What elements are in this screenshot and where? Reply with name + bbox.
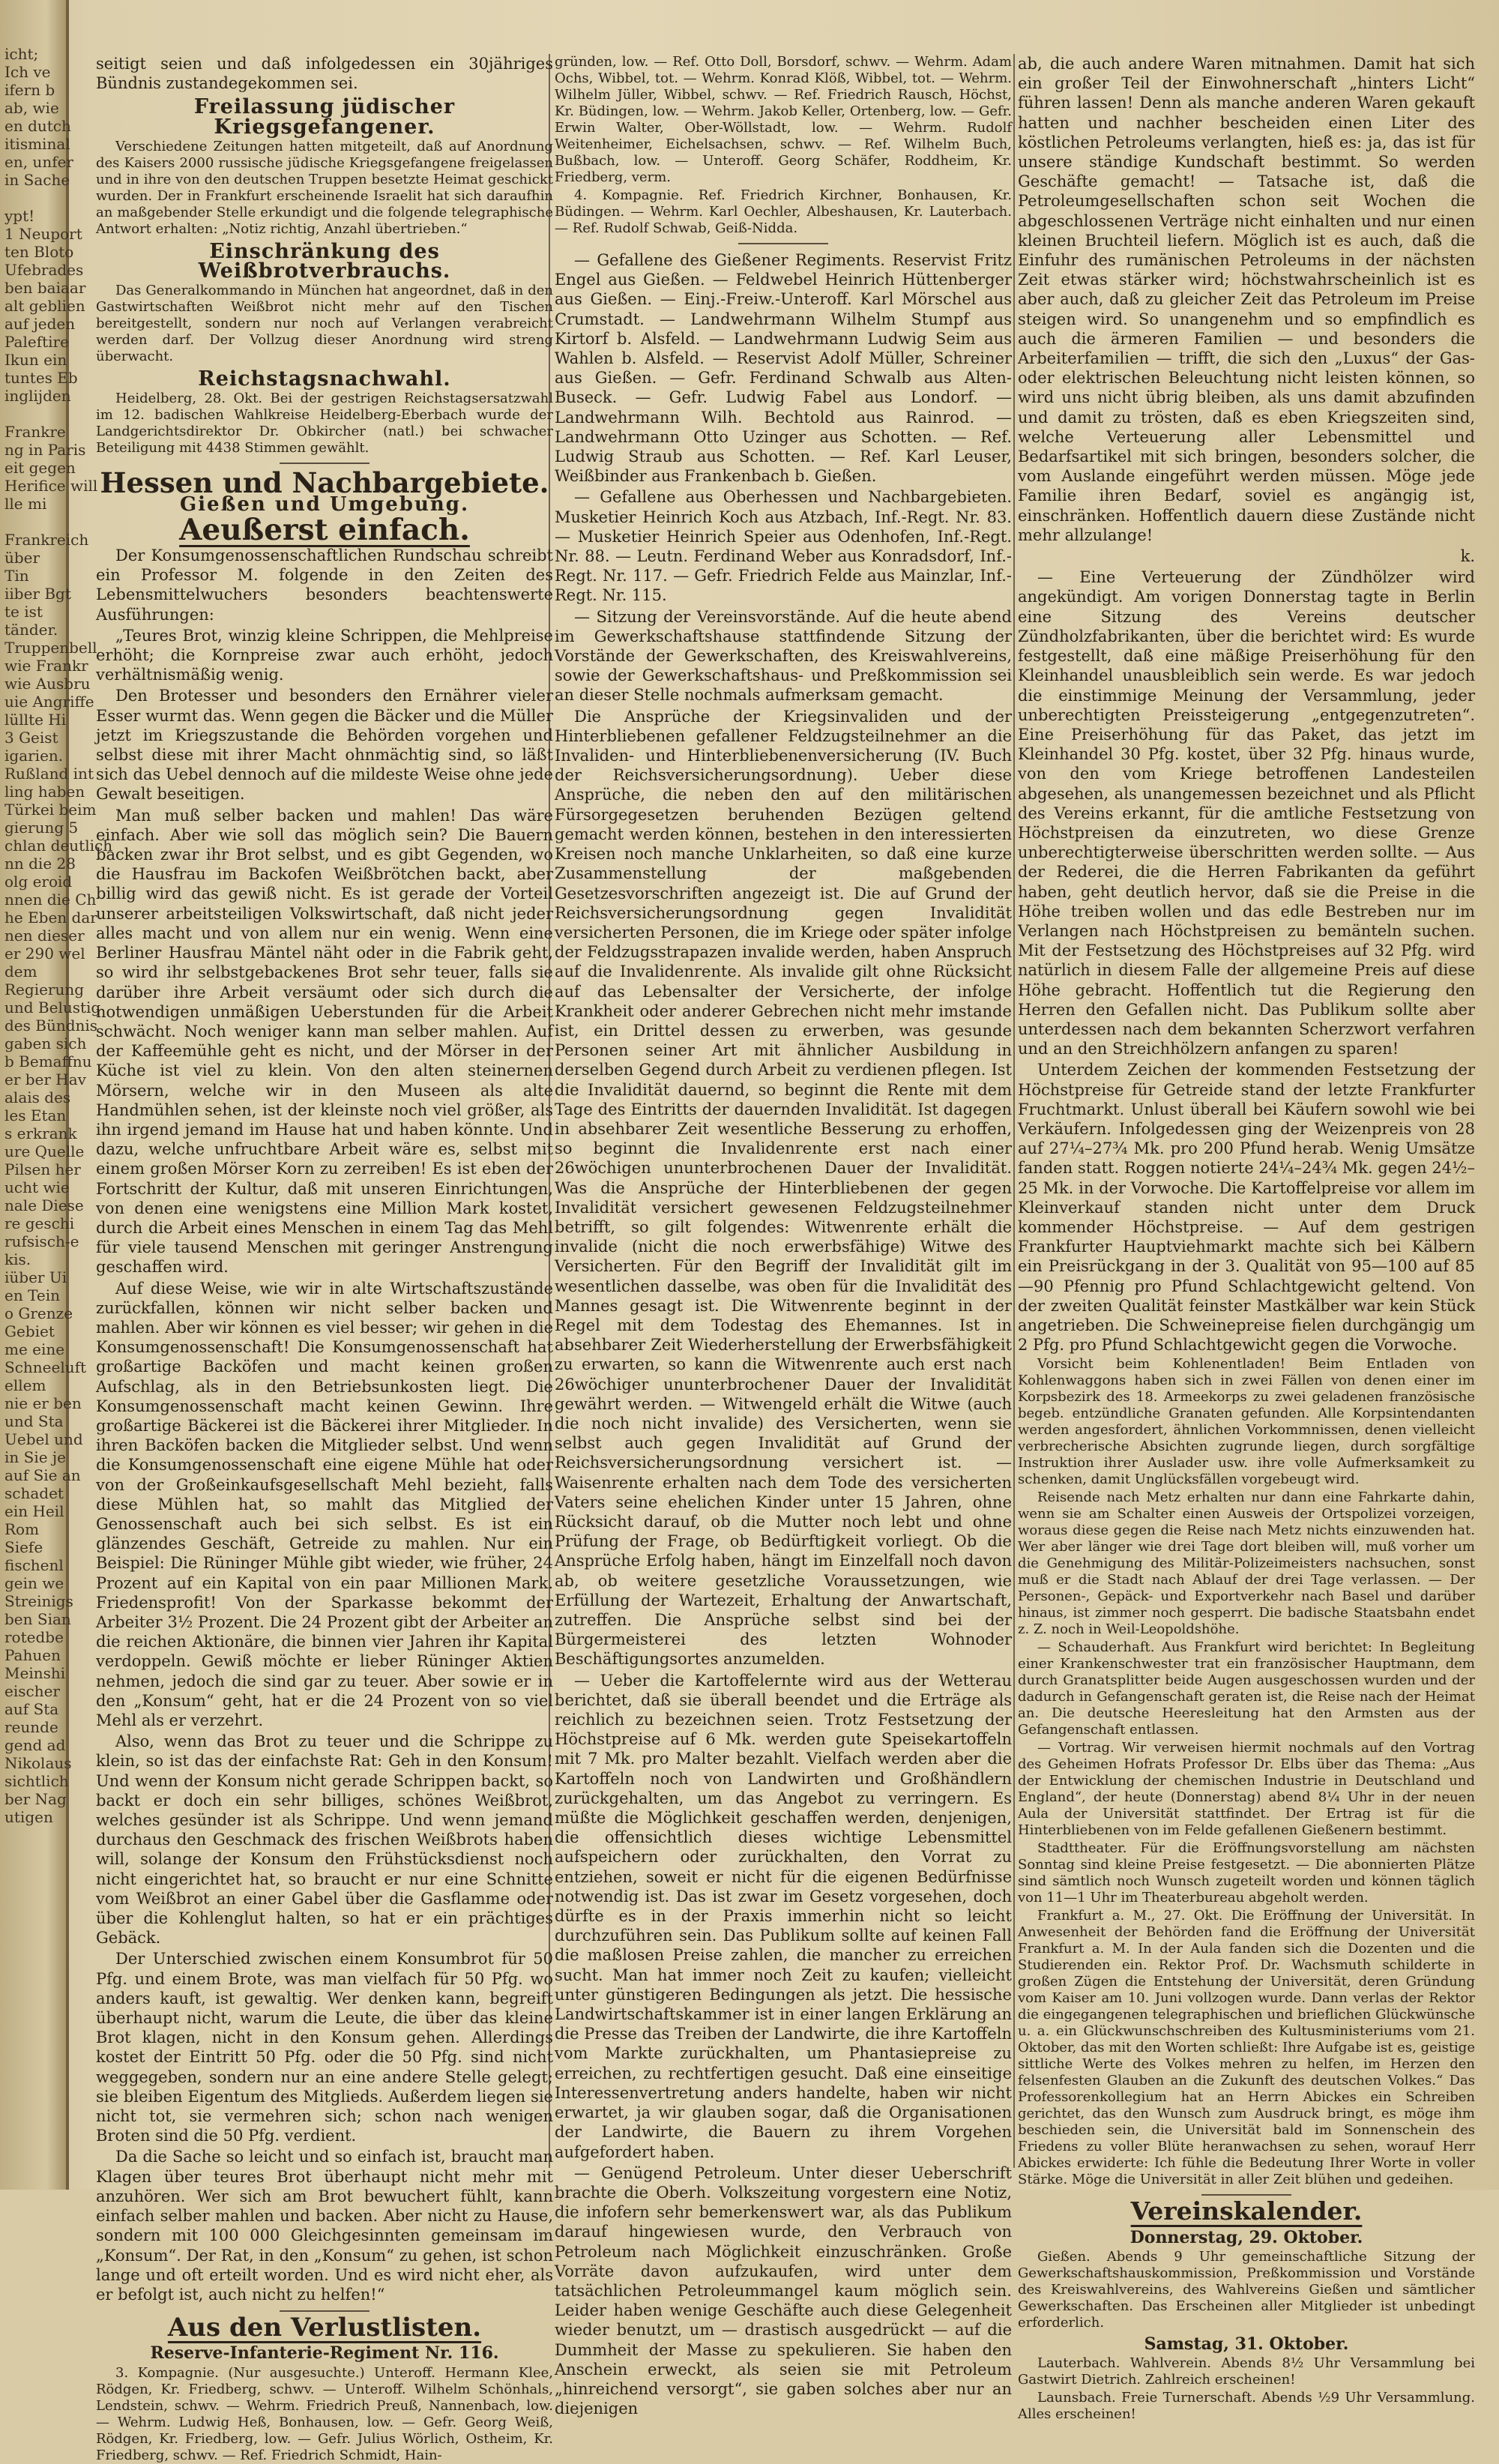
fold-line: chlan deutlich — [4, 837, 113, 855]
fold-line: dem — [4, 963, 37, 981]
fold-line: Schneeluft — [4, 1358, 87, 1376]
article-text: Das Generalkommando in München hat angeordnet, daß in den Gastwirtschaften Weißbrot nicht mehr auf den Tischen bereitgestellt, sondern nur noch auf Verlangen verabreicht werden darf. Der Vollzug dieser Anordnung wird streng überwacht. — [96, 283, 553, 365]
section-heading-hessen: Hessen und Nachbargebiete. — [100, 466, 549, 500]
fold-line: en Tein — [4, 1286, 60, 1304]
fold-line: Paleftire — [4, 333, 69, 351]
fold-line: sichtlich — [4, 1772, 69, 1790]
article-text: — Gefallene des Gießener Regiments. Reservist Fritz Engel aus Gießen. — Feldwebel Heinrich Hüttenberger aus Gießen. — Einj.-Freiw.-Unteroff. Karl Mörschel aus Crumstadt. — Landwehrmann Wilhelm Stumpf aus Kirtorf b. Alsfeld. — Landwehrmann Ludwig Seim aus Wahlen b. Alsfeld. — Reservist Adolf Müller, Schreiner aus Gießen. — Gefr. Ferdinand Schwalb aus Alten-Buseck. — Gefr. Ludwig Fabel aus Londorf. — Landwehrmann Wilh. Bechtold aus Rainrod. — Landwehrmann Otto Uzinger aus Schotten. — Ref. Ludwig Straub aus Schotten. — Ref. Karl Leuser, Weißbinder aus Frankenbach b. Gießen. — [555, 251, 1012, 486]
article-text: — Ueber die Kartoffelernte wird aus der Wetterau berichtet, daß sie überall beendet und die Erträge als reichlich zu bezeichnen seien. Trotz Festsetzung der Höchstpreise auf 6 Mk. werden gute Speisekartoffeln mit 7 Mk. pro Malter bezahlt. Vielfach werden aber die Kartoffeln noch von Landwirten und Großhändlern zurückgehalten, um das Angebot zu verringern. Es müßte die Möglichkeit geschaffen werden, denjenigen, die offensichtlich dieses wichtige Lebensmittel aufspeichern oder zurückhalten, den Vorrat zu entziehen, soweit er nicht für die eigenen Bedürfnisse notwendig ist. Das ist zwar im Gesetz vorgesehen, doch dürfte es in der Praxis immerhin nicht so leicht durchzuführen sein. Das Publikum sollte auf keinen Fall die maßlosen Preise zahlen, die mancher zu erreichen sucht. Man hat immer noch Zeit zu kaufen; vielleicht unter günstigeren Bedingungen als jetzt. Die hessische Landwirtschaftskammer ist in einer langen Erklärung an die Presse das Treiben der Landwirte, die ihre Kartoffeln vom Markte zurückhalten, um Phantasiepreise zu erreichen, zu rechtfertigen gesucht. Daß eine einseitige Interessenvertretung anders handelte, haben wir nicht erwartet, ja wir glauben sogar, daß die Organisationen der Landwirte, die Bauern zu ihrem Vorgehen aufgefordert haben. — [555, 1671, 1012, 2161]
signature: k. — [1460, 547, 1475, 566]
fold-line: Siefe — [4, 1538, 43, 1556]
fold-line: alais des — [4, 1088, 71, 1106]
article-text: Gießen. Abends 9 Uhr gemeinschaftliche Sitzung der Gewerkschaftshauskommission, Preßkommission und Vorstände des Kreiswahlvereins, des Wahlvereins Gießen und sämtlicher Gewerkschaften. Das Erscheinen aller Mitglieder ist unbedingt erforderlich. — [1018, 2248, 1475, 2331]
fold-line: Ikun ein — [4, 351, 67, 369]
fold-line: ab, wie — [4, 99, 59, 117]
article-text: Lauterbach. Wahlverein. Abends 8½ Uhr Versammlung bei Gastwirt Dietrich. Zahlreich erscheinen! — [1018, 2355, 1475, 2388]
adjacent-page-fragment — [0, 0, 113, 2190]
article-text: „Teures Brot, winzig kleine Schrippen, die Mehlpreise erhöht; die Kornpreise zwar auch erhöht, jedoch verhältnismäßig wenig. — [96, 626, 553, 684]
fold-line: alt geblien — [4, 297, 85, 315]
fold-line: in Sache — [4, 171, 70, 189]
fold-line: ellem — [4, 1376, 46, 1394]
fold-line: tänder. — [4, 621, 58, 639]
subheading-reserve: Reserve-Infanterie-Regiment Nr. 116. — [150, 2343, 499, 2364]
column-3 — [1018, 54, 1475, 2423]
fold-line: Truppenbell — [4, 639, 97, 657]
article-text: 3. Kompagnie. (Nur ausgesuchte.) Unteroff. Hermann Klee, Rödgen, Kr. Friedberg, schwv. — Unteroff. Wilhelm Schönhals, Lendstein, schwv. — Wehrm. Friedrich Preuß, Nannenbach, low. — Wehrm. Ludwig Heß, Bonhausen, low. — Gefr. Georg Weiß, Rödgen, Kr. Friedberg, low. — Gefr. Julius Wörlich, Ostheim, Kr. Friedberg, schwv. — Ref. Friedrich Schmidt, Hain- — [96, 2364, 553, 2463]
fold-line: reunde — [4, 1718, 58, 1736]
fold-line: gaben sich — [4, 1034, 87, 1052]
fold-line: ben baiaar — [4, 279, 86, 297]
fold-line: igarien. — [4, 747, 64, 765]
fold-line: Herifice will — [4, 477, 98, 495]
article-text: — Schauderhaft. Aus Frankfurt wird berichtet: In Begleitung einer Krankenschwester trat ein französischer Hauptmann, dem durch Granatsplitter beide Augen ausgeschossen wurden und der dadurch in Gefangenschaft geraten ist, die Reise nach der Heimat an. Die deutsche Heeresleitung hat den Armsten aus der Gefangenschaft entlassen. — [1018, 1639, 1475, 1738]
fold-line: und Belustig — [4, 998, 101, 1016]
fold-line: wie Frankr — [4, 657, 88, 675]
column-2 — [555, 54, 1012, 2418]
column-rule — [1013, 54, 1015, 2168]
fold-line: o Grenze — [4, 1304, 73, 1322]
fold-line: te ist — [4, 603, 43, 621]
fold-line: Pilsen her — [4, 1160, 81, 1178]
article-text: Den Brotesser und besonders den Ernährer vieler Esser wurmt das. Wenn gegen die Bäcker und die Müller jetzt im Kriegszustande die Behörden vorgehen und selbst diese mit ihrer Macht ohnmächtig sind, so läßt sich das Uebel dennoch auf die mildeste Weise ohne jede Gewalt beseitigen. — [96, 687, 553, 804]
article-text: Unterdem Zeichen der kommenden Festsetzung der Höchstpreise für Getreide stand der letzte Frankfurter Fruchtmarkt. Unlust überall bei Käufern sowohl wie bei Verkäufern. Infolgedessen ging der Weizenpreis von 28 auf 27¼–27¾ Mk. pro 200 Pfund herab. Wenig Umsätze fanden statt. Roggen notierte 24¼–24¾ Mk. gegen 24½–25 Mk. in der Vorwoche. Die Kartoffelpreise vor allem im Kleinverkauf standen nicht unter dem Druck kommender Höchstpreise. — Auf dem gestrigen Frankfurter Hauptviehmarkt machte sich bei Kälbern ein Preisrückgang in der 3. Qualität von 95—100 auf 85—90 Pfennig pro Pfund Schlachtgewicht geltend. Von der zweiten Qualität feinster Mastkälber war kein Stück angetrieben. Die Schweinepreise fielen durchgängig um 2 Pfg. pro Pfund Schlachtgewicht gegen die Vorwoche. — [1018, 1061, 1475, 1355]
fold-line: Rom — [4, 1520, 40, 1538]
fold-line: er 290 wel — [4, 945, 85, 963]
headline-nachwahl: Reichstagsnachwahl. — [198, 367, 451, 391]
divider — [738, 243, 828, 244]
fold-line: Nikolaus — [4, 1754, 72, 1772]
fold-line: gend ad — [4, 1736, 66, 1754]
fold-line: Ufebrades — [4, 261, 84, 279]
fold-line — [4, 405, 63, 423]
fold-line — [4, 189, 63, 207]
fold-line: iiber Bgt — [4, 585, 71, 603]
fold-line: fischenl — [4, 1556, 64, 1574]
fold-line: lle mi — [4, 495, 47, 513]
fold-line: ling haben — [4, 783, 85, 801]
fold-line: gierung 5 — [4, 819, 79, 837]
fold-line: 3 Geist — [4, 729, 58, 747]
article-text: Da die Sache so leicht und so einfach ist, braucht man Klagen über teures Brot überhaupt nicht mehr mit anzuhören. Wer sich am Brot bewuchert fühlt, kann einfach selber mahlen und backen. Aber nicht zu Hause, sondern mit 100 000 Gleichgesinnten gemeinsam im „Konsum“. Der Rat, in den „Konsum“ zu gehen, ist schon lange und oft erteilt worden. Und es wird nicht eher, als er befolgt ist, auch nicht zu helfen!“ — [96, 2148, 553, 2304]
fold-line: eischer — [4, 1682, 60, 1700]
headline-vereinskalender: Vereinskalender. — [1130, 2196, 1363, 2226]
fold-line: utigen — [4, 1808, 53, 1826]
fold-line: Uebel und — [4, 1430, 83, 1448]
fold-line: olg eroid — [4, 873, 73, 891]
article-text: Verschiedene Zeitungen hatten mitgeteilt, daß auf Anordnung des Kaisers 2000 russische jüdische Kriegsgefangene freigelassen und in ihre von den deutschen Truppen besetzte Heimat geschickt wurden. Der in Frankfurt erscheinende Israelit hat sich daraufhin an maßgebender Stelle erkundigt und die folgende telegraphische Antwort erhalten: „Notiz richtig, Anzahl übertrieben.“ — [96, 138, 553, 237]
fold-line: auf jeden — [4, 315, 76, 333]
fold-line: über — [4, 549, 40, 567]
article-text: Auf diese Weise, wie wir in alte Wirtschaftszustände zurückfallen, können wir nicht selber backen und mahlen. Aber wir können es viel besser; wir gehen in die Konsumgenossenschaft! Die Konsumgenossenschaft hat großartige Backöfen und macht keinen großen Aufschlag, als in den Betriebsunkosten liegt. Die Konsumgenossenschaft macht keinen Gewinn. Ihre großartige Bäckerei ist die Bäckerei ihrer Mitglieder. In ihren Backöfen backen die Mitglieder selbst. Und wenn die Konsumgenossenschaft eine eigene Mühle hat oder von der Großeinkaufsgesellschaft Mehl bezieht, falls diese Mühlen hat, so mahlt das Mitglied der Genossenschaft auch bei sich selbst. Es ist ein glänzendes Geschäft, Getreide zu mahlen. Nur ein Beispiel: Die Rüninger Mühle gibt wieder, wie früher, 24 Prozent auf ein Kapital von ein paar Millionen Mark. Friedensprofit! Von der Sparkasse bekommt der Arbeiter 3½ Prozent. Die 24 Prozent gibt der Arbeiter an die reichen Aktionäre, die binnen vier Jahren ihr Kapital verdoppeln. Gewiß möchte er lieber Rüninger Aktien nehmen, jedoch die sind gar zu teuer. Aber sowie er in den „Konsum“ geht, hat er die 24 Prozent von so viel Mehl als er verzehrt. — [96, 1279, 553, 1730]
fold-line: gein we — [4, 1574, 64, 1592]
fold-line: iüber Ui — [4, 1268, 67, 1286]
fold-line: Pahuen — [4, 1646, 61, 1664]
fold-line: ben Sian — [4, 1610, 71, 1628]
fold-line: schadet — [4, 1484, 64, 1502]
article-text: Man muß selber backen und mahlen! Das wäre einfach. Aber wie soll das möglich sein? Die Bauern backen zwar ihr Brot selbst, und es gibt Gegenden, wo die Hausfrau im Backofen Weißbrötchen backt, aber billig wird das gewiß nicht. Es ist gerade der Vorteil unserer arbeitsteiligen Volkswirtschaft, daß nicht jeder alles macht und von allem nur ein wenig. Wenn eine Berliner Hausfrau Mäntel näht oder in die Fabrik geht, so wird ihr selbstgebackenes Brot sehr teuer, falls sie darüber ihre Arbeit versäumt oder sich durch die notwendigen unmäßigen Ueberstunden für die Arbeit schwächt. Noch weniger kann man selber mahlen. Auf der Kaffeemühle geht es nicht, und der Mörser in der Küche ist viel zu klein. Von den alten steinernen Mörsern, welche wir in den Museen als alte Handmühlen sehen, ist der kleinste noch viel größer, als ihn irgend jemand im Hause hat und haben könnte. Und dazu, welche unfruchtbare Arbeit wäre es, selbst mit einem großen Mörser Korn zu zerreiben! Es ist eben der Fortschritt der Kultur, daß mit unseren Einrichtungen, von denen eine wenigstens eine Million Mark kostet, durch die Arbeit eines Menschen in einem Tag das Mehl für viele tausend Menschen mit geringer Anstrengung geschaffen wird. — [96, 806, 553, 1277]
fold-line: ng in Paris — [4, 441, 86, 459]
fold-line: rotedbe — [4, 1628, 64, 1646]
fold-line: kis. — [4, 1250, 31, 1268]
fold-line: lüllte Hi — [4, 711, 67, 729]
fold-line: b Bemaffnu — [4, 1052, 92, 1070]
fold-line: s erkrank — [4, 1124, 77, 1142]
article-text: gründen, low. — Ref. Otto Doll, Borsdorf, schwv. — Wehrm. Adam Ochs, Wibbel, tot. — Wehrm. Konrad Klöß, Wibbel, tot. — Wehrm. Wilhelm Jüller, Wibbel, schwv. — Ref. Friedrich Rausch, Höchst, Kr. Büdingen, low. — Wehrm. Jakob Keller, Ortenberg, low. — Gefr. Erwin Walter, Ober-Wöllstadt, low. — Wehrm. Rudolf Weitenheimer, Eichelsachsen, schwv. — Ref. Wilhelm Buch, Bußbach, low. — Unteroff. Georg Schäfer, Roddheim, Kr. Friedberg, verm. — [555, 54, 1012, 185]
headline-freilassung: Freilassung jüdischer Kriegsgefangener. — [193, 95, 456, 139]
fold-line: ein Heil — [4, 1502, 64, 1520]
fold-line: re geschi — [4, 1214, 75, 1232]
fold-line: en, unfer — [4, 153, 73, 171]
fold-line: en dutch — [4, 117, 71, 135]
article-text: Heidelberg, 28. Okt. Bei der gestrigen Reichstagsersatzwahl im 12. badischen Wahlkreise Heidelberg-Eberbach wurde der Landgerichtsdirektor Dr. Obkircher (natl.) bei schwacher Beteiligung mit 4438 Stimmen gewählt. — [96, 391, 553, 457]
article-text: Frankfurt a. M., 27. Okt. Die Eröffnung der Universität. In Anwesenheit der Behörden fand die Eröffnung der Universität Frankfurt a. M. In der Aula fanden sich die Dozenten und die Studierenden ein. Rektor Prof. Dr. Wachsmuth schilderte in großen Zügen die Entstehung der Universität, deren Gründung vom Kaiser am 10. Juni vollzogen wurde. Dann verlas der Rektor die eingegangenen telegraphischen und brieflichen Glückwünsche u. a. ein Glückwunschschreiben des Kultusministeriums vom 21. Oktober, das mit den Worten schließt: Ihre Aufgabe ist es, geistige sittliche Werte des Volkes mehren zu helfen, im Herzen den felsenfesten Glauben an die Zukunft des deutschen Volkes.“ Das Professorenkollegium hat an Herrn Abickes ein Schreiben gerichtet, das den Wunsch zum Ausdruck bringt, es möge ihm beschieden sein, die Universität bald im Sonnenschein des Friedens zu voller Blüte heranwachsen zu sehen, worauf Herr Abickes erwiderte: Ich fühle die Bedeutung Ihrer Worte in voller Stärke. Möge die Universität in aller Zeit blühen und gedeihen. — [1018, 1908, 1475, 2188]
fold-line: 1 Neuport — [4, 225, 82, 243]
fold-line: itisminal — [4, 135, 70, 153]
article-text: Der Unterschied zwischen einem Konsumbrot für 50 Pfg. und einem Brote, was man vielfach für 50 Pfg. wo anders kauft, ist gewaltig. Wer denken kann, begreift überhaupt nicht, warum die Leute, die über das kleine Brot klagen, nicht in den Konsum gehen. Allerdings kostet der Eintritt 50 Pfg. oder die 50 Pfg. sind nicht weggegeben, sondern nur an eine andere Stelle gelegt; sie bleiben Eigentum des Mitglieds. Außerdem liegen sie nicht tot, sie vermehren sich; schon nach wenigen Broten sind die 50 Pfg. verdient. — [96, 1950, 553, 2145]
fold-line: und Sta — [4, 1412, 64, 1430]
fold-line: nen dieser — [4, 927, 85, 945]
article-text: Launsbach. Freie Turnerschaft. Abends ½9 Uhr Versammlung. Alles erscheinen! — [1018, 2390, 1475, 2423]
article-text: 4. Kompagnie. Ref. Friedrich Kirchner, Bonhausen, Kr. Büdingen. — Wehrm. Karl Oechler, Albeshausen, Kr. Lauterbach. — Ref. Rudolf Schwab, Geiß-Nidda. — [555, 187, 1012, 236]
fold-line: Frankre — [4, 423, 66, 441]
divider — [1201, 2194, 1291, 2196]
fold-line: ber Nag — [4, 1790, 67, 1808]
fold-line: rufsisch-e — [4, 1232, 79, 1250]
fold-line: Tin — [4, 567, 29, 585]
fold-line: in Sie je — [4, 1448, 66, 1466]
fold-line: ifern b — [4, 81, 55, 99]
fold-line: he Eben dar — [4, 909, 97, 927]
divider — [280, 2310, 370, 2312]
fold-line: Regierung — [4, 981, 85, 998]
section-subheading-giessen: Gießen und Umgebung. — [179, 493, 470, 516]
fold-line: des Bündnis — [4, 1016, 98, 1034]
article-text: — Vortrag. Wir verweisen hiermit nochmals auf den Vortrag des Geheimen Hofrats Professor Dr. Elbs über das Thema: „Aus der Entwicklung der chemischen Industrie in Deutschland und England“, der heute (Donnerstag) abend 8¼ Uhr in der neuen Aula der Universität stattfindet. Der Ertrag ist für die Hinterbliebenen von im Felde gefallenen Gießenern bestimmt. — [1018, 1740, 1475, 1839]
fold-line: auf Sie an — [4, 1466, 81, 1484]
fold-line: tuntes Eb — [4, 369, 78, 387]
fold-line: les Etan — [4, 1106, 67, 1124]
fold-line: Ich ve — [4, 63, 51, 81]
fold-line: me eine — [4, 1340, 65, 1358]
fold-line: ten Bloto — [4, 243, 74, 261]
fold-line: ure Quelle — [4, 1142, 85, 1160]
fold-line: ucht wie — [4, 1178, 70, 1196]
fold-line: wie Ausbru — [4, 675, 91, 693]
article-text: — Gefallene aus Oberhessen und Nachbargebieten. Musketier Heinrich Koch aus Atzbach, Inf.-Regt. Nr. 83. — Musketier Heinrich Speier aus Odenhofen, Inf.-Regt. Nr. 88. — Leutn. Ferdinand Weber aus Konradsdorf, Inf.-Regt. Nr. 117. — Gefr. Friedrich Felde aus Mainzlar, Inf.-Regt. Nr. 115. — [555, 488, 1012, 605]
fold-line: Streinigs — [4, 1592, 73, 1610]
fold-line: Gebiet — [4, 1322, 55, 1340]
fold-line: ypt! — [4, 207, 35, 225]
article-text: Die Ansprüche der Kriegsinvaliden und der Hinterbliebenen gefallener Feldzugsteilnehmer an die Invaliden- und Hinterbliebenenversicherung (IV. Buch der Reichsversicherungsordnung). Ueber diese Ansprüche, die neben den auf den militärischen Fürsorgegesetzen beruhenden Bezügen geltend gemacht werden können, bestehen in den interessierten Kreisen noch manche Unklarheiten, so daß eine kurze Zusammenstellung der maßgebenden Gesetzesvorschriften angezeigt ist. Die auf Grund der Reichsversicherungsordnung gegen Invalidität versicherten Personen, die im Kriege oder später infolge der Feldzugsstrapazen invalide werden, haben Anspruch auf die Invalidenrente. Als invalide gilt ohne Rücksicht auf das Lebensalter der Versicherte, der infolge Krankheit oder anderer Gebrechen nicht mehr imstande ist, ein Drittel dessen zu erwerben, was gesunde Personen seiner Art mit ähnlicher Ausbildung in derselben Gegend durch Arbeit zu verdienen pflegen. Ist die Invalidität dauernd, so beginnt die Rente mit dem Tage des Eintritts der dauernden Invalidität. Ist dagegen in absehbarer Zeit wesentliche Besserung zu erhoffen, so beginnt die Invalidenrente erst nach einer 26wöchigen ununterbrochenen Dauer der Invalidität. Was die Ansprüche der Hinterbliebenen der gegen Invalidität versichert gewesenen Feldzugsteilnehmer betrifft, so gilt folgendes: Witwenrente erhält die invalide (nicht die noch erwerbsfähige) Witwe des Versicherten. Für den Begriff der Invalidität gilt im wesentlichen dasselbe, was oben für die Invalidität des Mannes gesagt ist. Die Witwenrente beginnt in der Regel mit dem Todestag des Ehemannes. Ist in absehbarer Zeit Wiederherstellung der Erwerbsfähigkeit zu erwarten, so kann die Witwenrente auch erst nach 26wöchiger ununterbrochener Dauer der Invalidität gewährt werden. — Witwengeld erhält die Witwe (auch die noch nicht invalide) des Versicherten, wenn sie selbst auch gegen Invalidität auf Grund der Reichsversicherungsordnung versichert ist. — Waisenrente erhalten nach dem Tode des versicherten Vaters seine ehelichen Kinder unter 15 Jahren, ohne Rücksicht darauf, ob die Mutter noch lebt und ohne Prüfung der Frage, ob Bedürftigkeit vorliegt. Ob die Ansprüche Erfolg haben, hängt im Einzelfall noch davon ab, ob weitere gesetzliche Voraussetzungen, wie Erfüllung der Wartezeit, Erhaltung der Anwartschaft, zutreffen. Die Ansprüche selbst sind bei der Bürgermeisterei des letzten Wohnoder Beschäftigungsortes anzumelden. — [555, 707, 1012, 1669]
fold-line: nn die 28 — [4, 855, 76, 873]
fold-line: nie er ben — [4, 1394, 82, 1412]
fold-line: icht; — [4, 45, 39, 63]
headline-weissbrot: Einschränkung des Weißbrotverbrauchs. — [198, 239, 451, 283]
headline-aeusserst-einfach: Aeußerst einfach. — [179, 512, 470, 547]
date-heading: Samstag, 31. Oktober. — [1144, 2334, 1349, 2354]
divider — [280, 463, 370, 464]
date-heading: Donnerstag, 29. Oktober. — [1129, 2227, 1363, 2247]
article-text: — Sitzung der Vereinsvorstände. Auf die heute abend im Gewerkschaftshause stattfindende Sitzung der Vorstände der Gewerkschaften, des Kreiswahlvereins, sowie der Gewerkschaftshaus- und Preßkommission sei an dieser Stelle nochmals aufmerksam gemacht. — [555, 607, 1012, 705]
headline-verlustlisten: Aus den Verlustlisten. — [167, 2313, 482, 2343]
column-1 — [96, 54, 553, 2463]
fold-line: Meinshi — [4, 1664, 66, 1682]
article-text: ab, die auch andere Waren mitnahmen. Damit hat sich ein großer Teil der Einwohnerschaft „hinters Licht“ führen lassen! Denn als manche anderen Waren gekauft hatten und nachher bescheiden einen Liter des köstlichen Petroleums verlangten, hieß es: ja, das ist für unsere ständige Kundschaft bestimmt. So werden Geschäfte gemacht! — Tatsache ist, daß die Petroleumgesellschaften schon seit Wochen die abgeschlossenen Verträge nicht einhalten und nur einen kleinen Bruchteil liefern. Möglich ist es auch, daß die Einfuhr des rumänischen Petroleums in der nächsten Zeit etwas stärker wird; höchstwahrscheinlich ist es aber auch, daß zu gleicher Zeit das Petroleum im Preise steigen wird. So unangenehm und so empfindlich es auch die ärmeren Familien — und besonders die Arbeiterfamilien — trifft, die sich den „Luxus“ der Gas- oder elektrischen Beleuchtung nicht leisten können, so wird uns nicht übrig bleiben, als uns damit abzufinden und damit zu trösten, daß es eben Kriegszeiten sind, welche Verteuerung aller Lebensmittel und Bedarfsartikel mit sich bringen, besonders solcher, die vom Auslande eingeführt werden müssen. Möge jede Familie ihren Bedarf, soviel es angängig ist, einschränken. Hoffentlich dauern diese Zustände nicht mehr allzulange! — [1018, 55, 1475, 544]
article-text: Der Konsumgenossenschaftlichen Rundschau schreibt ein Professor M. folgende in den Zeiten des Lebensmittelwuchers besonders beachtenswerte Ausführungen: — [96, 546, 553, 624]
article-text: — Genügend Petroleum. Unter dieser Ueberschrift brachte die Oberh. Volkszeitung vorgestern eine Notiz, die infofern sehr bemerkenswert war, als das Publikum darauf hingewiesen wurde, den Verbrauch von Petroleum nach Möglichkeit einzuschränken. Große Vorräte davon aufzukaufen, wird unter dem tatsächlichen Petroleummangel kaum möglich sein. Leider haben wenige Geschäfte auch diese Gelegenheit wieder benutzt, um — drastisch ausgedrückt — auf die Dummheit der Masse zu spekulieren. Sie haben den Anschein erweckt, als seien sie mit Petroleum „hinreichend versorgt“, sie gaben solches aber nur an diejenigen — [555, 2163, 1012, 2418]
fold-line: inglijden — [4, 387, 71, 405]
fold-line: Türkei beim — [4, 801, 97, 819]
article-text: Also, wenn das Brot zu teuer und die Schrippe zu klein, so ist das der einfachste Rat: Geh in den Konsum! Und wenn der Konsum nicht gerade Schrippen backt, so backt er doch ein sehr billiges, schönes Weißbrot, welches gesünder ist als Schrippe. Und wenn jemand durchaus den Geschmack des frischen Weißbrots haben will, solange der Konsum den Frühstücksdienst noch nicht eingerichtet hat, so braucht er nur eine Schnitte vom Weißbrot an einer Gabel über die Gasflamme oder über die Kohlenglut halten, so hat er ein prächtiges Gebäck. — [96, 1732, 553, 1948]
fold-line: er ber Hav — [4, 1070, 86, 1088]
fold-line: Rußland int — [4, 765, 94, 783]
fold-line: uie Angriffe — [4, 693, 94, 711]
article-text: — Eine Verteuerung der Zündhölzer wird angekündigt. Am vorigen Donnerstag tagte in Berlin eine Sitzung des Vereins deutscher Zündholzfabrikanten, über die berichtet wird: Es wurde festgestellt, daß eine mäßige Preiserhöhung für den Kleinhandel unausbleiblich sein werde. Es war jedoch die einstimmige Meinung der Versammlung, jeder unberechtigten Preissteigerung „entgegenzutreten“. Eine Preiserhöhung für das Paket, das jetzt im Kleinhandel 30 Pfg. kostet, über 32 Pfg. hinaus wurde, von den vom Kriege betroffenen Landesteilen abgesehen, als unangemessen bezeichnet und als Pflicht des Vereins erkannt, für die amtliche Festsetzung von Höchstpreisen da einzutreten, wo diese Grenze unberechtigterweise überschritten werden sollte. — Aus der Rederei, die die Herren Fabrikanten da geführt haben, geht deutlich hervor, daß sie die Preise in die Höhe treiben wollen und das edle Bestreben nur im Verlangen nach Höchstpreisen zu bemänteln suchen. Mit der Festsetzung des Höchstpreises auf 32 Pfg. wird natürlich in diesem Falle der allgemeine Preis auf diese Höhe gebracht. Hoffentlich tut die Regierung den Herren den Gefallen nicht. Das Publikum sollte aber unterdessen nach dem bekannten Scherzwort verfahren und an den Streichhölzern anfangen zu sparen! — [1018, 568, 1475, 1058]
fold-line: auf Sta — [4, 1700, 59, 1718]
article-text: Reisende nach Metz erhalten nur dann eine Fahrkarte dahin, wenn sie am Schalter einen Ausweis der Ortspolizei vorzeigen, woraus diese gegen die Reise nach Metz nichts einzuwenden hat. Wer aber länger wie drei Tage dort bleiben will, muß vorher um die Genehmigung des Militär-Polizeimeisters nachsuchen, sonst muß er die Stadt nach Ablauf der drei Tage verlassen. — Der Personen-, Gepäck- und Exportverkehr nach Basel und darüber hinaus, ist zimmer noch gesperrt. Die badische Staatsbahn endet z. Z. noch in Weil-Leopoldshöhe. — [1018, 1489, 1475, 1638]
fold-line — [4, 513, 63, 531]
article-text: Vorsicht beim Kohlenentladen! Beim Entladen von Kohlenwaggons haben sich in zwei Fällen von denen einer im Korpsbezirk des 18. Armeekorps zu zwei geladenen französische begeb. entzündliche Granaten gefunden. Alle Korpsintendanten werden angesfordert, ähnlichen Vorkommnissen, denen vielleicht verbrecherische Absichten zugrunde liegen, durch sorgfältige Instruktion ihrer Auslader usw. ihre volle Aufmerksamkeit zu schenken, damit Unglücksfällen vorgebeugt wird. — [1018, 1356, 1475, 1488]
fold-line: nnen die Ch — [4, 891, 97, 909]
article-text: Stadttheater. Für die Eröffnungsvorstellung am nächsten Sonntag sind kleine Preise festgesetzt. — Die abonnierten Plätze sind sämtlich noch Wunsch zugeteilt worden und können täglich von 11—1 Uhr im Theaterbureau abgeholt werden. — [1018, 1840, 1475, 1906]
article-text: seitigt seien und daß infolgedessen ein 30jähriges Bündnis zustandegekommen sei. — [96, 55, 553, 93]
fold-line: Frankreich — [4, 531, 89, 549]
fold-line: eit gegen — [4, 459, 76, 477]
fold-line: nale Diese — [4, 1196, 84, 1214]
